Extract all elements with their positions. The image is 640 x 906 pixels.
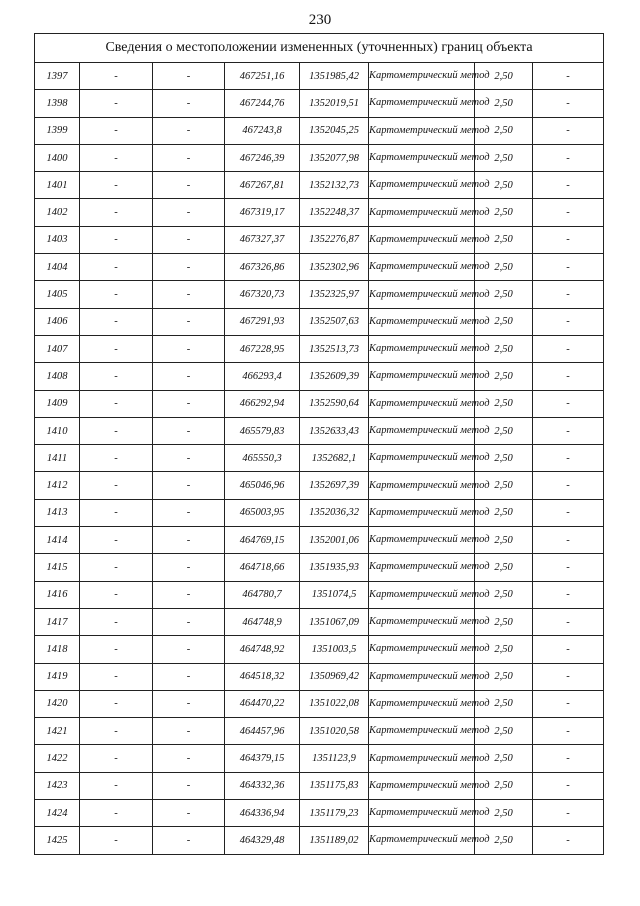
method-cell: Картометрический метод [369,445,475,472]
table-row [35,117,604,144]
page-number: 230 [308,12,332,28]
boundary-coordinates-table [34,33,604,855]
new-y-cell: 1352248,37 [300,199,369,226]
table-row [35,281,604,308]
new-x-cell: 464748,92 [225,636,300,663]
old-y-cell: - [153,144,225,171]
new-x-cell: 464748,9 [225,608,300,635]
old-x-cell: - [80,172,153,199]
point-number-cell: 1409 [35,390,80,417]
new-y-cell: 1352609,39 [300,363,369,390]
old-y-cell: - [153,417,225,444]
table-row [35,308,604,335]
old-y-cell: - [153,172,225,199]
method-cell: Картометрический метод [369,281,475,308]
table-row [35,254,604,281]
old-y-cell: - [153,63,225,90]
accuracy-cell: 2,50 [475,363,533,390]
old-y-cell: - [153,363,225,390]
point-number-cell: 1419 [35,663,80,690]
new-y-cell: 1351123,9 [300,745,369,772]
description-cell: - [533,663,604,690]
table-row [35,226,604,253]
point-number-cell: 1422 [35,745,80,772]
new-y-cell: 1352019,51 [300,90,369,117]
point-number-cell: 1411 [35,445,80,472]
accuracy-cell: 2,50 [475,554,533,581]
accuracy-cell: 2,50 [475,226,533,253]
point-number-cell: 1400 [35,144,80,171]
method-cell: Картометрический метод [369,745,475,772]
point-number-cell: 1415 [35,554,80,581]
table-row [35,90,604,117]
point-number-cell: 1402 [35,199,80,226]
accuracy-cell: 2,50 [475,636,533,663]
new-y-cell: 1352325,97 [300,281,369,308]
old-x-cell: - [80,144,153,171]
new-y-cell: 1352682,1 [300,445,369,472]
new-y-cell: 1351067,09 [300,608,369,635]
accuracy-cell: 2,50 [475,254,533,281]
table-row [35,636,604,663]
new-x-cell: 464518,32 [225,663,300,690]
description-cell: - [533,718,604,745]
description-cell: - [533,445,604,472]
point-number-cell: 1414 [35,527,80,554]
point-number-cell: 1416 [35,581,80,608]
point-number-cell: 1425 [35,827,80,854]
accuracy-cell: 2,50 [475,172,533,199]
method-cell: Картометрический метод [369,827,475,854]
old-x-cell: - [80,527,153,554]
method-cell: Картометрический метод [369,172,475,199]
table-row [35,445,604,472]
old-y-cell: - [153,690,225,717]
new-x-cell: 467327,37 [225,226,300,253]
method-cell: Картометрический метод [369,144,475,171]
point-number-cell: 1423 [35,772,80,799]
new-x-cell: 467291,93 [225,308,300,335]
accuracy-cell: 2,50 [475,608,533,635]
new-y-cell: 1352036,32 [300,499,369,526]
old-y-cell: - [153,117,225,144]
old-y-cell: - [153,527,225,554]
old-x-cell: - [80,308,153,335]
point-number-cell: 1420 [35,690,80,717]
point-number-cell: 1424 [35,800,80,827]
description-cell: - [533,636,604,663]
point-number-cell: 1421 [35,718,80,745]
method-cell: Картометрический метод [369,335,475,362]
new-y-cell: 1352001,06 [300,527,369,554]
old-y-cell: - [153,554,225,581]
table-row [35,718,604,745]
table-row [35,581,604,608]
accuracy-cell: 2,50 [475,745,533,772]
old-y-cell: - [153,745,225,772]
description-cell: - [533,172,604,199]
description-cell: - [533,417,604,444]
method-cell: Картометрический метод [369,117,475,144]
accuracy-cell: 2,50 [475,90,533,117]
new-x-cell: 467228,95 [225,335,300,362]
accuracy-cell: 2,50 [475,144,533,171]
new-y-cell: 1352132,73 [300,172,369,199]
method-cell: Картометрический метод [369,90,475,117]
old-x-cell: - [80,499,153,526]
accuracy-cell: 2,50 [475,199,533,226]
description-cell: - [533,690,604,717]
new-x-cell: 467326,86 [225,254,300,281]
old-x-cell: - [80,827,153,854]
old-x-cell: - [80,199,153,226]
old-x-cell: - [80,63,153,90]
accuracy-cell: 2,50 [475,63,533,90]
old-x-cell: - [80,363,153,390]
table-row [35,827,604,854]
method-cell: Картометрический метод [369,800,475,827]
method-cell: Картометрический метод [369,690,475,717]
old-x-cell: - [80,472,153,499]
description-cell: - [533,281,604,308]
old-x-cell: - [80,800,153,827]
table-row [35,335,604,362]
table-title-row [35,34,604,63]
old-x-cell: - [80,663,153,690]
new-y-cell: 1351175,83 [300,772,369,799]
method-cell: Картометрический метод [369,390,475,417]
old-y-cell: - [153,608,225,635]
method-cell: Картометрический метод [369,417,475,444]
description-cell: - [533,199,604,226]
new-x-cell: 465579,83 [225,417,300,444]
description-cell: - [533,144,604,171]
description-cell: - [533,800,604,827]
accuracy-cell: 2,50 [475,827,533,854]
new-x-cell: 464332,36 [225,772,300,799]
method-cell: Картометрический метод [369,472,475,499]
old-x-cell: - [80,690,153,717]
description-cell: - [533,226,604,253]
new-x-cell: 464379,15 [225,745,300,772]
accuracy-cell: 2,50 [475,772,533,799]
table-row [35,690,604,717]
method-cell: Картометрический метод [369,718,475,745]
new-y-cell: 1350969,42 [300,663,369,690]
method-cell: Картометрический метод [369,499,475,526]
description-cell: - [533,527,604,554]
new-y-cell: 1352045,25 [300,117,369,144]
old-x-cell: - [80,90,153,117]
method-cell: Картометрический метод [369,363,475,390]
new-y-cell: 1352276,87 [300,226,369,253]
old-y-cell: - [153,499,225,526]
old-y-cell: - [153,800,225,827]
old-x-cell: - [80,636,153,663]
old-y-cell: - [153,636,225,663]
table-row [35,417,604,444]
new-y-cell: 1351003,5 [300,636,369,663]
method-cell: Картометрический метод [369,581,475,608]
old-x-cell: - [80,445,153,472]
old-x-cell: - [80,581,153,608]
table-row [35,772,604,799]
method-cell: Картометрический метод [369,608,475,635]
new-x-cell: 467267,81 [225,172,300,199]
method-cell: Картометрический метод [369,226,475,253]
accuracy-cell: 2,50 [475,581,533,608]
old-x-cell: - [80,281,153,308]
table-row [35,144,604,171]
old-x-cell: - [80,745,153,772]
old-y-cell: - [153,226,225,253]
accuracy-cell: 2,50 [475,390,533,417]
table-row [35,554,604,581]
new-y-cell: 1351179,23 [300,800,369,827]
new-x-cell: 465550,3 [225,445,300,472]
accuracy-cell: 2,50 [475,417,533,444]
point-number-cell: 1412 [35,472,80,499]
new-x-cell: 467244,76 [225,90,300,117]
accuracy-cell: 2,50 [475,690,533,717]
table-row [35,745,604,772]
point-number-cell: 1407 [35,335,80,362]
accuracy-cell: 2,50 [475,800,533,827]
old-y-cell: - [153,254,225,281]
old-y-cell: - [153,90,225,117]
accuracy-cell: 2,50 [475,718,533,745]
new-y-cell: 1352513,73 [300,335,369,362]
description-cell: - [533,117,604,144]
table-row [35,472,604,499]
point-number-cell: 1401 [35,172,80,199]
old-x-cell: - [80,226,153,253]
table-row [35,199,604,226]
table-row [35,663,604,690]
point-number-cell: 1408 [35,363,80,390]
new-y-cell: 1351074,5 [300,581,369,608]
method-cell: Картометрический метод [369,663,475,690]
old-x-cell: - [80,718,153,745]
method-cell: Картометрический метод [369,63,475,90]
point-number-cell: 1399 [35,117,80,144]
description-cell: - [533,63,604,90]
new-x-cell: 467246,39 [225,144,300,171]
point-number-cell: 1403 [35,226,80,253]
new-y-cell: 1352077,98 [300,144,369,171]
new-y-cell: 1351020,58 [300,718,369,745]
new-x-cell: 464780,7 [225,581,300,608]
old-x-cell: - [80,390,153,417]
point-number-cell: 1404 [35,254,80,281]
accuracy-cell: 2,50 [475,663,533,690]
method-cell: Картометрический метод [369,554,475,581]
method-cell: Картометрический метод [369,772,475,799]
new-y-cell: 1352697,39 [300,472,369,499]
new-y-cell: 1351935,93 [300,554,369,581]
point-number-cell: 1406 [35,308,80,335]
description-cell: - [533,745,604,772]
description-cell: - [533,499,604,526]
description-cell: - [533,254,604,281]
old-x-cell: - [80,608,153,635]
method-cell: Картометрический метод [369,636,475,663]
table-title: Сведения о местоположении измененных (уточненных) границ объекта [35,34,604,63]
table-row [35,363,604,390]
point-number-cell: 1418 [35,636,80,663]
old-y-cell: - [153,335,225,362]
method-cell: Картометрический метод [369,254,475,281]
new-x-cell: 464769,15 [225,527,300,554]
table-row [35,800,604,827]
accuracy-cell: 2,50 [475,117,533,144]
old-y-cell: - [153,718,225,745]
old-y-cell: - [153,581,225,608]
old-y-cell: - [153,827,225,854]
new-y-cell: 1351985,42 [300,63,369,90]
new-x-cell: 467251,16 [225,63,300,90]
old-y-cell: - [153,390,225,417]
accuracy-cell: 2,50 [475,308,533,335]
new-y-cell: 1352302,96 [300,254,369,281]
old-x-cell: - [80,554,153,581]
point-number-cell: 1410 [35,417,80,444]
description-cell: - [533,363,604,390]
accuracy-cell: 2,50 [475,499,533,526]
description-cell: - [533,472,604,499]
new-x-cell: 467319,17 [225,199,300,226]
new-x-cell: 464329,48 [225,827,300,854]
description-cell: - [533,827,604,854]
accuracy-cell: 2,50 [475,281,533,308]
old-y-cell: - [153,445,225,472]
new-x-cell: 465003,95 [225,499,300,526]
new-x-cell: 466293,4 [225,363,300,390]
description-cell: - [533,335,604,362]
method-cell: Картометрический метод [369,527,475,554]
table-body [35,34,604,855]
point-number-cell: 1405 [35,281,80,308]
new-y-cell: 1351022,08 [300,690,369,717]
new-y-cell: 1352590,64 [300,390,369,417]
table-row [35,172,604,199]
table-row [35,63,604,90]
accuracy-cell: 2,50 [475,472,533,499]
accuracy-cell: 2,50 [475,527,533,554]
point-number-cell: 1397 [35,63,80,90]
description-cell: - [533,390,604,417]
table-row [35,608,604,635]
new-x-cell: 464718,66 [225,554,300,581]
new-y-cell: 1351189,02 [300,827,369,854]
description-cell: - [533,90,604,117]
old-y-cell: - [153,199,225,226]
old-x-cell: - [80,417,153,444]
new-x-cell: 467243,8 [225,117,300,144]
description-cell: - [533,308,604,335]
old-y-cell: - [153,472,225,499]
method-cell: Картометрический метод [369,199,475,226]
old-x-cell: - [80,254,153,281]
description-cell: - [533,608,604,635]
old-x-cell: - [80,117,153,144]
point-number-cell: 1413 [35,499,80,526]
point-number-cell: 1398 [35,90,80,117]
new-x-cell: 466292,94 [225,390,300,417]
new-x-cell: 464457,96 [225,718,300,745]
new-x-cell: 464336,94 [225,800,300,827]
description-cell: - [533,554,604,581]
point-number-cell: 1417 [35,608,80,635]
table-row [35,527,604,554]
new-y-cell: 1352633,43 [300,417,369,444]
accuracy-cell: 2,50 [475,445,533,472]
new-x-cell: 464470,22 [225,690,300,717]
old-x-cell: - [80,772,153,799]
description-cell: - [533,772,604,799]
table-row [35,390,604,417]
method-cell: Картометрический метод [369,308,475,335]
old-y-cell: - [153,772,225,799]
new-x-cell: 465046,96 [225,472,300,499]
old-y-cell: - [153,663,225,690]
table-row [35,499,604,526]
new-y-cell: 1352507,63 [300,308,369,335]
old-y-cell: - [153,308,225,335]
new-x-cell: 467320,73 [225,281,300,308]
old-y-cell: - [153,281,225,308]
description-cell: - [533,581,604,608]
old-x-cell: - [80,335,153,362]
accuracy-cell: 2,50 [475,335,533,362]
